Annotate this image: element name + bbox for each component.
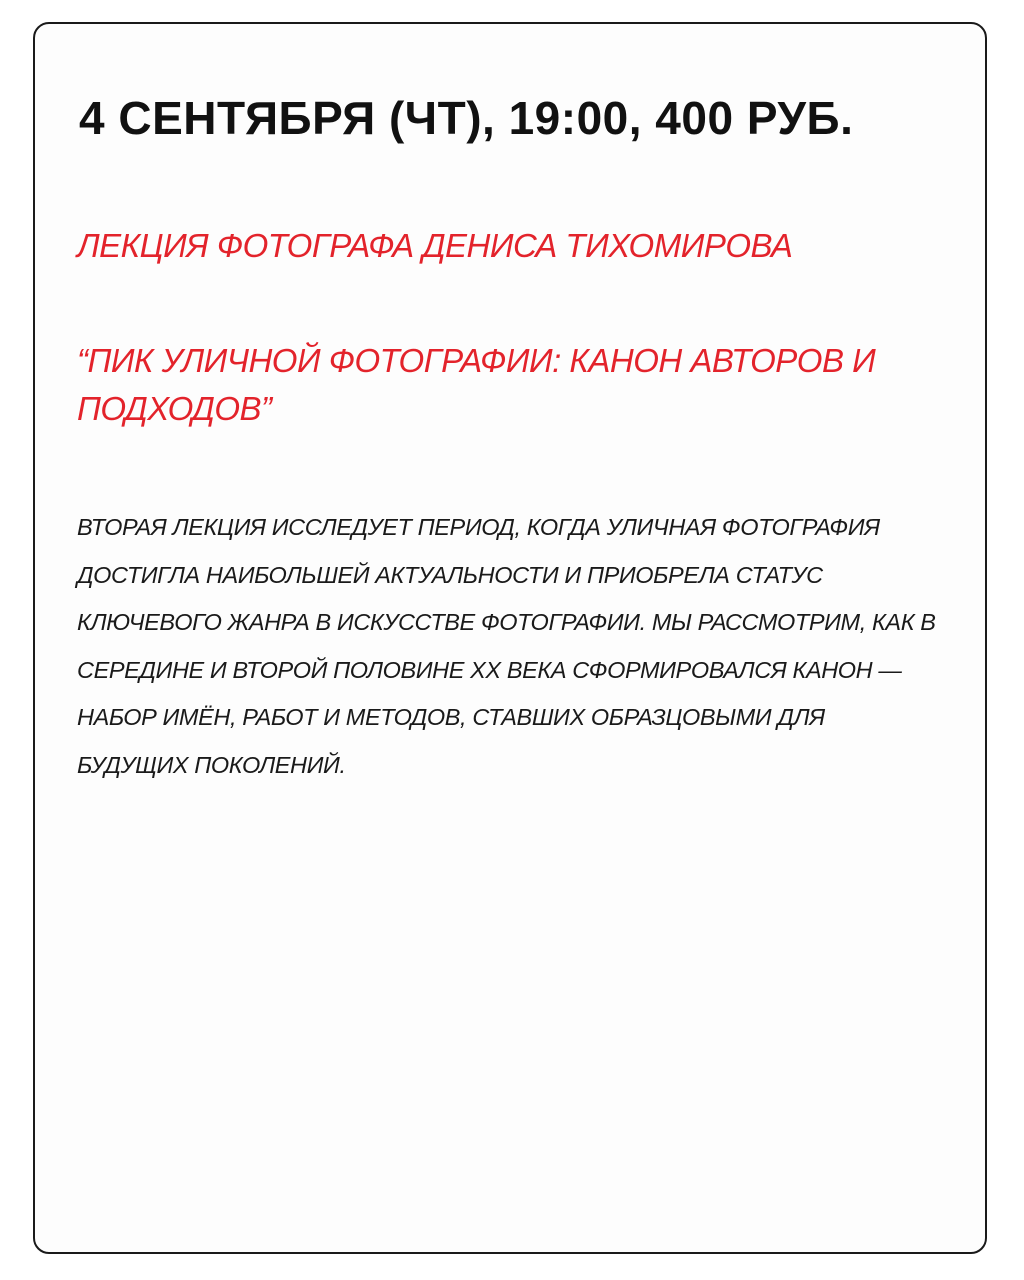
lecture-title: “ПИК УЛИЧНОЙ ФОТОГРАФИИ: КАНОН АВТОРОВ И ПОДХОДОВ”	[77, 342, 876, 427]
event-date-time-price: 4 СЕНТЯБРЯ (ЧТ), 19:00, 400 РУБ.	[79, 92, 854, 144]
lecturer-line: ЛЕКЦИЯ ФОТОГРАФА ДЕНИСА ТИХОМИРОВА	[77, 227, 793, 264]
event-card	[33, 22, 987, 1254]
lecture-description: ВТОРАЯ ЛЕКЦИЯ ИССЛЕДУЕТ ПЕРИОД, КОГДА УЛИЧНАЯ ФОТОГРАФИЯ ДОСТИГЛА НАИБОЛЬШЕЙ АКТУАЛЬНОСТИ И ПРИОБРЕЛА СТАТУС КЛЮЧЕВОГО ЖАНРА В ИСКУССТВЕ ФОТОГРАФИИ. МЫ РАССМОТРИМ, КАК В СЕРЕДИНЕ И ВТОРОЙ ПОЛОВИНЕ XX ВЕКА СФОРМИРОВАЛСЯ КАНОН — НАБОР ИМЁН, РАБОТ И МЕТОДОВ, СТАВШИХ ОБРАЗЦОВЫМИ ДЛЯ БУДУЩИХ ПОКОЛЕНИЙ.	[77, 514, 936, 778]
